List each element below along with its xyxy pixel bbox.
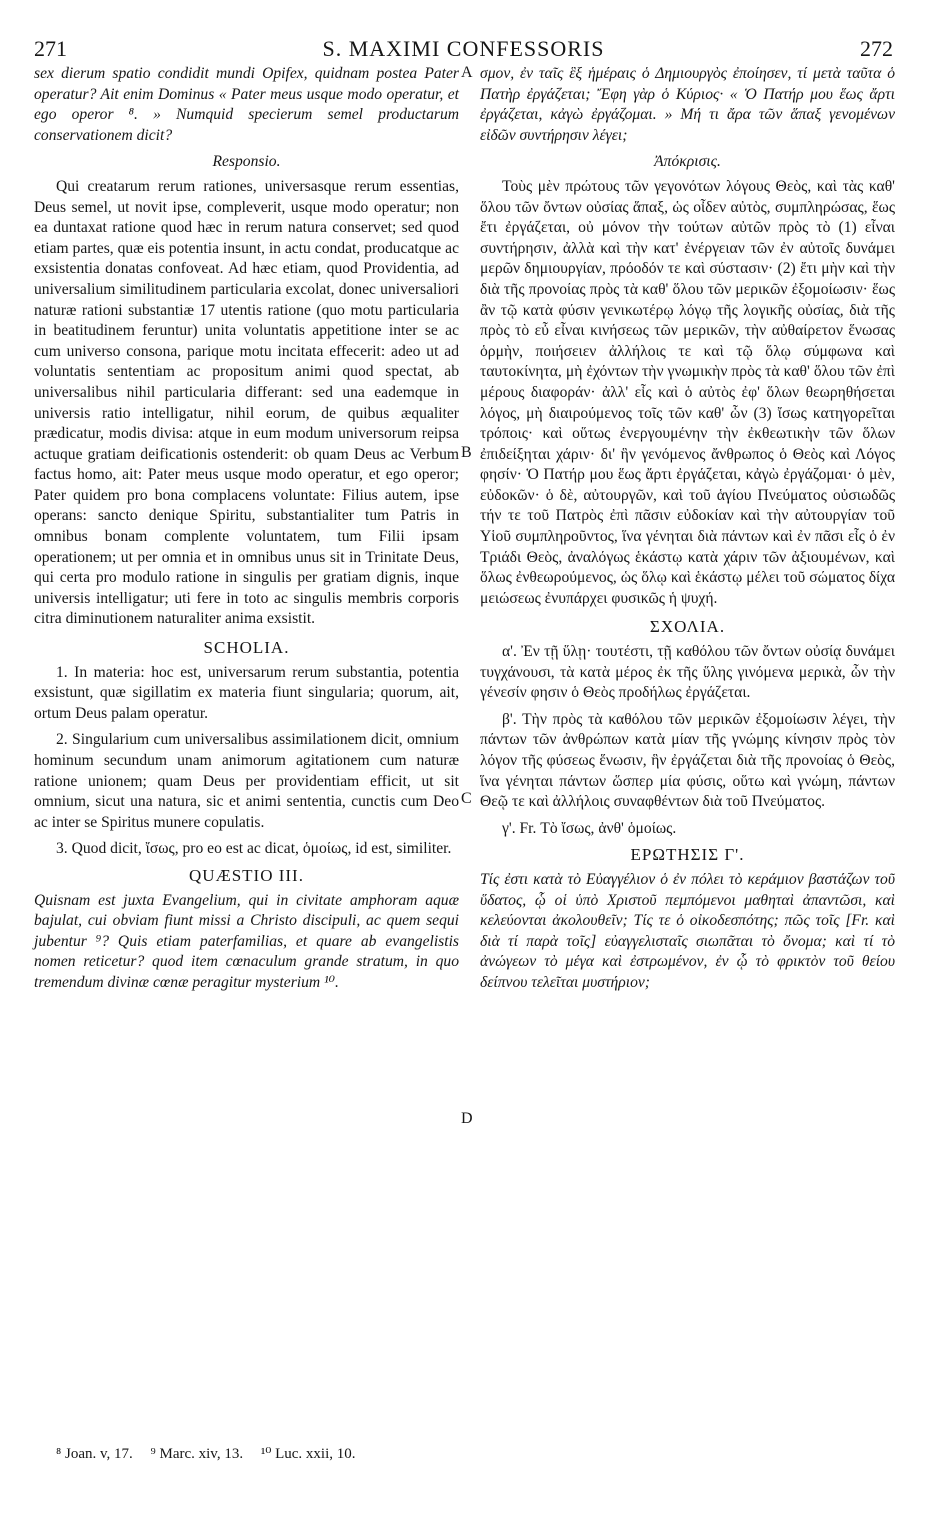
- latin-scholia-title: SCHOLIA.: [203, 638, 290, 658]
- greek-scholion-1: α'. Ἐν τῇ ὕλῃ· τουτέστι, τῇ καθόλου τῶν ὄντων οὐσίᾳ δυνάμει τυγχάνουσι, τὰ κατὰ μέρος ἐκ τῆς ὕλης γινόμενα μερικὰ, ὧν τὴν γένεσίν φησιν ὁ Θεὸς προδήλως ἐργάζεται.: [480, 643, 895, 702]
- greek-question-text: Τίς ἐστι κατὰ τὸ Εὐαγγέλιον ὁ ἐν πόλει τὸ κεράμιον βαστάζων τοῦ ὕδατος, ᾧ οἱ ὑπὸ Χριστοῦ πεμπόμενοι μαθηταὶ ἀπαντῶσι, καὶ κελεύονται ἀκολουθεῖν; Τίς τε ὁ οἰκοδεσπότης; πῶς τοῖς [Fr. καὶ διὰ τί παρὰ τοῖς] εὐαγγελισταῖς σιωπᾶται τὸ ὄνομα; καὶ τί τὸ ἀνώγεων τὸ μέγα καὶ ἐστρωμένον, ἐν ᾧ τὸ φρικτὸν τοῦ θείου δείπνου τελεῖται μυστήριον;: [480, 870, 895, 991]
- latin-scholion-1: 1. In materia: hoc est, universarum rerum substantia, potentia exsistunt, quæ sigillatim ex materia fiunt singularia; quorum, ait, ortum Deus palam operatur.: [34, 663, 459, 722]
- greek-responsio-text: Τοὺς μὲν πρώτους τῶν γεγονότων λόγους Θεὸς, καὶ τὰς καθ' ὅλου τῶν ὄντων οὐσίας ἅπαξ, ὡς οἶδεν αὐτὸς, συμπληρώσας, ἕως ἔτι ἐργάζεται, οὐ μόνον τὴν τούτων αὐτῶν πρὸς τὸ (1) εἶναι συντήρησιν, ἀλλὰ καὶ τὴν κατ' ἐνέργειαν τῶν ἐν αὐτοῖς δυνάμει μερῶν δημιουργίαν, πρόοδόν τε καὶ σύστασιν· (2) ἔτι μὴν καὶ τὴν διὰ τῆς προνοίας πρὸς τὰ καθ' ὅλου τῶν μερικῶν ἐξομοίωσιν· ἕως ἂν τῷ κατὰ φύσιν γενικωτέρῳ λόγῳ τῆς λογικῆς οὐσίας, διὰ τῆς πρὸς τὸ εὖ εἶναι κινήσεως τῶν μερικῶν, τὴν αὐθαίρετον ἕνωσας ὁρμὴν, ποιήσειεν ἀλλήλοις τε καὶ τῷ ὅλῳ σύμφωνα καὶ ταυτοκίνητα, μὴ ἐχόντων τὴν γνωμικὴν πρὸς τὰ καθ' ὅλου τῶν ἐπὶ μέρους διαφοράν· ἀλλ' εἷς καὶ ὁ αὐτὸς ἐφ' ὅλων θεωρηθήσεται λόγος, μὴ διαιρούμενος τοῖς τῶν καθ' ὧν (3) ἴσως κατηγορεῖται τρόποις· καὶ οὕτως ἐνεργουμένην τὴν ἐκθεωτικὴν τῶν ὅλων ἐπιδείξηται χάριν· δι' ἣν γενόμενος ἄνθρωπος ὁ Θεὸς καὶ Λόγος φησίν· Ὁ Πατήρ μου ἕως ἄρτι ἐργάζεται, κἀγὼ ἐργάζομαι· ὁ μὲν, εὐδοκῶν· ὁ δὲ, αὐτουργῶν, καὶ τοῦ ἁγίου Πνεύματος οὐσιωδῶς τήν τε τοῦ Πατρὸς ἐπὶ πᾶσιν εὐδοκίαν καὶ τὴν αὐτουργίαν τοῦ Υἱοῦ συμπληροῦντος, ἵνα γένηται διὰ πάντων καὶ ἐν πᾶσι εἷς ὁ ἐν Τριάδι Θεὸς, ἀναλόγως ἑκάστῳ κατὰ χάριν τῶν ἀξιουμένων, καὶ ὅλως ἐνθεωρούμενος, ὡς ὅλῳ καὶ ἑκάστῳ μέλει τοῦ σώματος δίχα μειώσεως ἐνυπάρχει φυσικῶς ἡ ψυχή.: [480, 177, 895, 607]
- latin-question-text: Quisnam est juxta Evangelium, qui in civitate amphoram aquæ bajulat, cui obviam fiunt missi a Christo discipuli, ac quem sequi jubentur ⁹? Quis etiam paterfamilias, et quare ab evangelistis nomen reticetur? quod item cœnaculum grande stratum, in quo tremendum divinæ cœnæ peragitur mysterium ¹⁰.: [34, 891, 459, 991]
- running-title: S. MAXIMI CONFESSORIS: [322, 36, 605, 61]
- greek-scholia-title: ΣΧΟΛΙΑ.: [649, 617, 726, 637]
- latin-question-title: QUÆSTIO III.: [189, 865, 304, 885]
- footnotes: [56, 1444, 370, 1463]
- latin-scholion-3: 3. Quod dicit, ἴσως, pro eo est ac dicat, ὁμοίως, id est, similiter.: [56, 840, 452, 858]
- greek-column: [480, 64, 895, 1000]
- latin-column: [34, 64, 459, 1000]
- latin-responsio-text: Qui creatarum rerum rationes, universasque rerum essentias, Deus semel, ut novit ipse, compleverit, usque modo operatur; non ea duntaxat ratione quod hæc in rerum natura conservet; sed quod etiam partes, quæ eis potentia insunt, in actu condat, producatque ac exsistentia donatas confoveat. Ad hæc etiam, quod Providentia, ad universalium similitudinem particularia excolat, donec universaliori naturæ rationi substantiæ 17 utentis ratione (quo motu particularia in beatitudinem feruntur) unita voluntatis appetitione inter se ac cum universo consona, parique motu incitata effecerit: adeo ut ad voluntatis sententiam ac propositum animi quod spectat, ab universalibus nihil particularia differant: sed una eademque in universis ratio intelligatur, nihil eorum, de quibus æqualiter prædicatur, modis divisa: atque in eum modum universorum reipsa actuque gratiam deificationis ostenderit: ob quam Deus ac Verbum factus homo, ait: Pater meus usque modo operatur, et ego operor; Pater quidem pro bona complacens voluntate: Filius autem, ipse operans: sancto denique Spiritu, substantialiter tum Patris in omnibus bonam complente voluntatem, tum Filii ipsam operationem; ut per omnia et in omnibus unus sit in Trinitate Deus, qui certa pro modulo ratione in singulis per gratiam dignis, inque universis intelligatur; uti fere in toto ac singulis membris corporis citra diminutionem naturaliter anima exsistit.: [34, 177, 459, 628]
- greek-scholion-3: γ'. Fr. Τὸ ἴσως, ἀνθ' ὁμοίως.: [502, 819, 677, 837]
- margin-letter-d: D: [461, 1110, 473, 1127]
- footnote-8: ⁸ Joan. v, 17.: [56, 1446, 133, 1462]
- latin-intro: sex dierum spatio condidit mundi Opifex, quidnam postea Pater operatur? Ait enim Dominus « Pater meus usque modo operatur, et ego operor ⁸. » Numquid specierum semel productarum conservationem dicit?: [34, 65, 459, 144]
- greek-intro: σμον, ἐν ταῖς ἓξ ἡμέραις ὁ Δημιουργὸς ἐποίησεν, τί μετὰ ταῦτα ὁ Πατὴρ ἐργάζεται; Ἔφη γὰρ ὁ Κύριος· « Ὁ Πατήρ μου ἕως ἄρτι ἐργάζεται, κἀγὼ ἐργάζομαι. » Μή τι ἄρα τῶν ἅπαξ γενομένων εἰδῶν συντήρησιν λέγει;: [480, 65, 895, 144]
- page-number-left: 271: [34, 36, 67, 61]
- latin-scholion-2: 2. Singularium cum universalibus assimilationem dicit, omnium hominum secundum unam animorum agitationem cum naturæ ratione unionem; quam Deus per providentiam efficit, ut sit omnium, sicut una natura, sic et animi sententia, cunctis cum Deo ac inter se Spiritus munere copulatis.: [34, 731, 459, 831]
- greek-responsio-title: Ἀπόκρισις.: [654, 153, 721, 171]
- footnote-9: ⁹ Marc. xiv, 13.: [150, 1446, 244, 1462]
- greek-question-title: ΕΡΩΤΗΣΙΣ Γ'.: [630, 845, 745, 865]
- margin-letter-b: B: [461, 444, 472, 461]
- footnote-10: ¹⁰ Luc. xxii, 10.: [260, 1446, 356, 1462]
- page-number-right: 272: [860, 36, 893, 61]
- margin-letter-a: A: [461, 64, 473, 81]
- greek-scholion-2: β'. Τὴν πρὸς τὰ καθόλου τῶν μερικῶν ἐξομοίωσιν λέγει, τὴν πάντων τῶν ἀνθρώπων κατὰ μίαν τῆς γνώμης κίνησιν πρὸς τὸν λόγον τῆς φύσεως ἕνωσιν, ἣν ἐργάζεται διὰ τῆς προνοίας ὁ Θεὸς, ἵνα γένηται πάντων ὥσπερ μία φύσις, οὕτω καὶ γνώμη, πάντων Θεῷ τε καὶ ἀλλήλοις συναφθέντων διὰ τοῦ Πνεύματος.: [480, 710, 895, 811]
- latin-responsio-title: Responsio.: [212, 153, 281, 171]
- margin-letter-c: C: [461, 790, 472, 807]
